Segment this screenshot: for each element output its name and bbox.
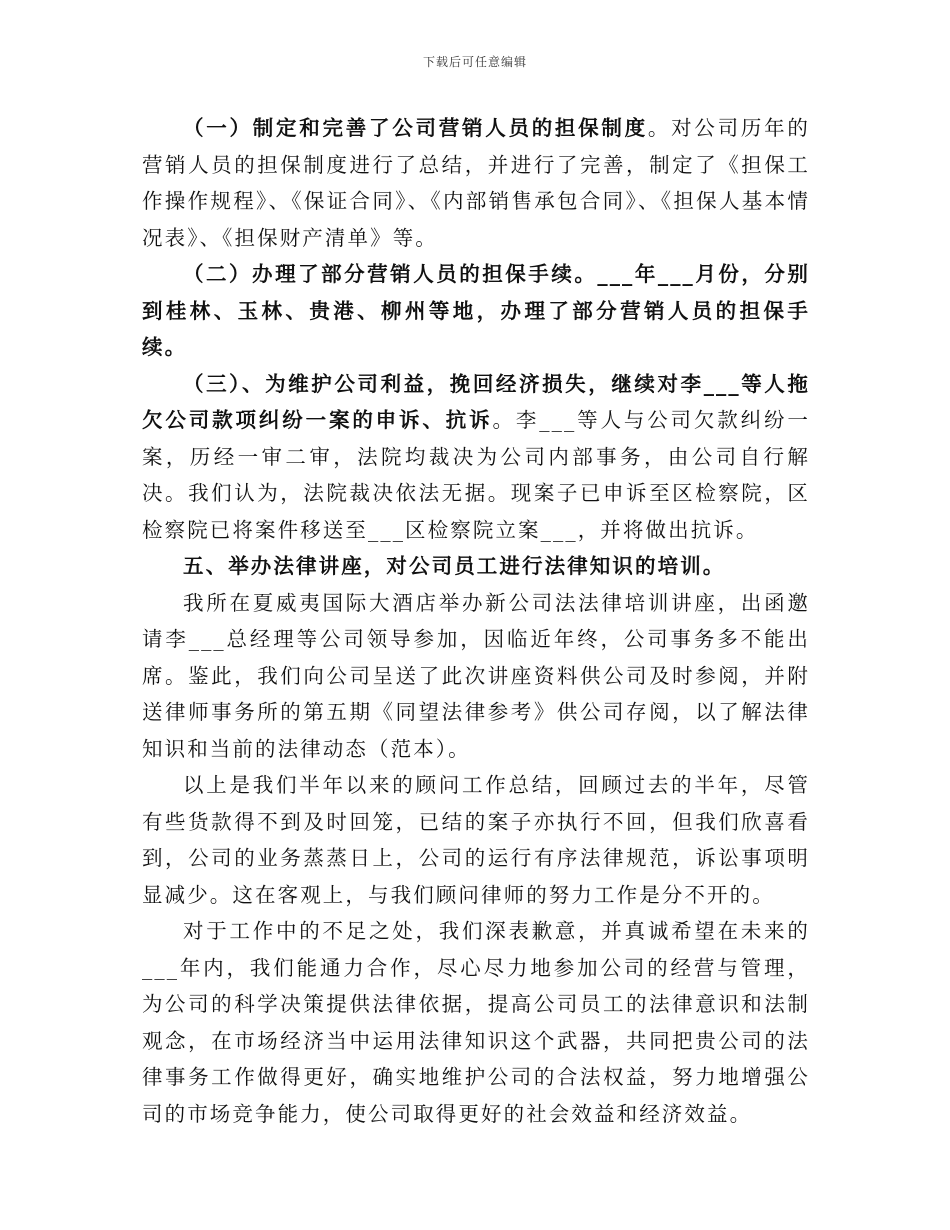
- section-5-title: 五、举办法律讲座，对公司员工进行法律知识的培训。: [183, 554, 726, 578]
- document-body: [142, 110, 810, 1132]
- paragraph-7-text: 对于工作中的不足之处，我们深表歉意，并真诚希望在未来的___年内，我们能通力合作，尽心尽力地参加公司的经营与管理，为公司的科学决策提供法律依据，提高公司员工的法律意识和法制观念，在市场经济当中运用法律知识这个武器，共同把贵公司的法律事务工作做得更好，确实地维护公司的合法权益，努力地增强公司的市场竞争能力，使公司取得更好的社会效益和经济效益。: [142, 919, 810, 1126]
- paragraph-5: [142, 585, 810, 768]
- paragraph-3: [142, 366, 810, 549]
- section-5-heading: [142, 548, 810, 585]
- paragraph-3-text: 。李___等人与公司欠款纠纷一案，历经一审二审，法院均裁决为公司内部事务，由公司自行解决。我们认为，法院裁决依法无据。现案子已申诉至区检察院，区检察院已将案件移送至___区检察院立案___，并将做出抗诉。: [142, 408, 811, 542]
- paragraph-5-text: 我所在夏威夷国际大酒店举办新公司法法律培训讲座，出函邀请李___总经理等公司领导参加，因临近年终，公司事务多不能出席。鉴此，我们向公司呈送了此次讲座资料供公司及时参阅，并附送律师事务所的第五期《同望法律参考》供公司存阅，以了解法律知识和当前的法律动态（范本）。: [142, 590, 810, 761]
- paragraph-1: [142, 110, 810, 256]
- paragraph-2-heading: （二）办理了部分营销人员的担保手续。___年___月份，分别到桂林、玉林、贵港、柳州等地，办理了部分营销人员的担保手续。: [142, 262, 810, 359]
- paragraph-6-text: 以上是我们半年以来的顾问工作总结，回顾过去的半年，尽管有些货款得不到及时回笼，已结的案子亦执行不回，但我们欣喜看到，公司的业务蒸蒸日上，公司的运行有序法律规范，诉讼事项明显减少。这在客观上，与我们顾问律师的努力工作是分不开的。: [142, 773, 810, 907]
- paragraph-6: [142, 767, 810, 913]
- page-header: 下载后可任意编辑: [422, 55, 527, 69]
- paragraph-1-heading: （一）制定和完善了公司营销人员的担保制度: [183, 116, 648, 140]
- paragraph-2: [142, 256, 810, 366]
- paragraph-3-heading: （三）、为维护公司利益，挽回经济损失，继续对李___等人拖欠公司款项纠纷一案的申诉、抗诉: [142, 371, 810, 432]
- paragraph-7: [142, 913, 810, 1132]
- paragraph-1-text: 。对公司历年的营销人员的担保制度进行了总结，并进行了完善，制定了《担保工作操作规程》、《保证合同》、《内部销售承包合同》、《担保人基本情况表》、《担保财产清单》等。: [142, 116, 810, 250]
